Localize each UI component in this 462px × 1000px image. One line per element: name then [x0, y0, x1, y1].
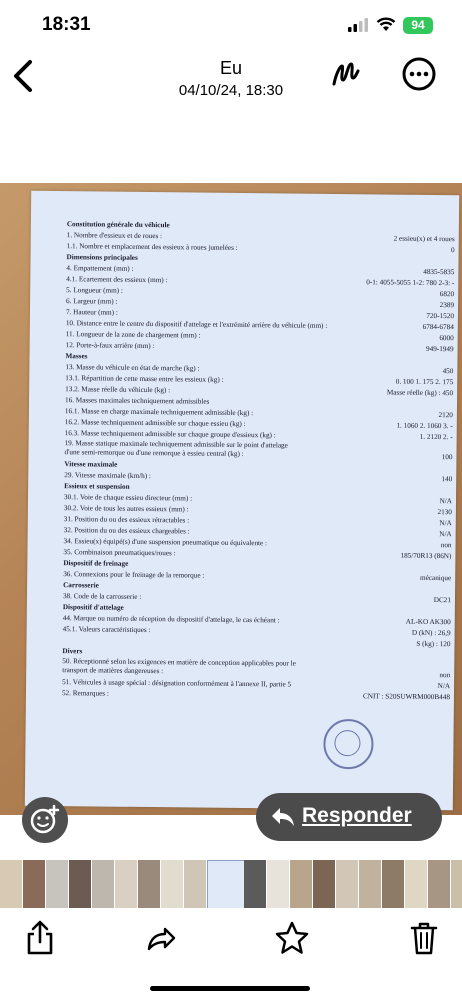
thumbnail[interactable]	[46, 860, 68, 908]
document-row-value: 949-1949	[425, 344, 454, 354]
thumbnail[interactable]	[313, 860, 335, 908]
thumbnail[interactable]	[267, 860, 289, 908]
document-row-value: 100	[441, 453, 453, 462]
document-row-label: 1. Nombre d'essieux et de roues :	[66, 231, 163, 241]
document-row-value: 185/70R13 (86N)	[400, 551, 452, 561]
document-row-label: 1.1. Nombre et emplacement des essieux à roues jumelées :	[66, 242, 238, 252]
document-row-label: 30.1. Voie de chaque essieu directeur (mm) :	[63, 493, 193, 503]
star-icon[interactable]	[274, 920, 310, 956]
document-row-label: 13.1. Répartition de cette masse entre les essieux (kg) :	[65, 374, 224, 384]
thumbnail[interactable]	[336, 860, 358, 908]
document-photo[interactable]	[0, 183, 462, 815]
document-row-value: 450	[442, 367, 454, 376]
thumbnail-strip[interactable]	[0, 860, 462, 908]
markup-pen-icon[interactable]	[330, 58, 362, 90]
document-row-value: 720-1520	[426, 311, 454, 321]
document-row-value: 0	[450, 246, 455, 255]
document-row-label: Dispositif de freinage	[63, 559, 129, 568]
document-row-value: 2130	[437, 508, 452, 517]
document-row-value: 1. 2120 2. -	[419, 432, 453, 442]
document-row-label: 5. Longueur (mm) :	[66, 286, 123, 295]
trash-icon[interactable]	[408, 920, 440, 956]
thumbnail[interactable]	[207, 860, 245, 908]
document-row-label: 35. Combinaison pneumatiques/roues :	[63, 548, 176, 558]
document-row-label: 13. Masse du véhicule en état de marche (kg) :	[65, 363, 200, 373]
reply-label: Responder	[302, 804, 412, 827]
document-row-label: Dimensions principales	[66, 253, 138, 262]
status-bar	[0, 0, 462, 52]
official-stamp	[323, 719, 374, 770]
emoji-reaction-icon	[22, 797, 68, 843]
thumbnail[interactable]	[0, 860, 22, 908]
document-row-value: 2120	[438, 411, 453, 420]
document-row-label: Dispositif d'attelage	[62, 603, 124, 612]
conversation-title: Eu	[219, 58, 243, 78]
document-row-value: 2 essieu(x) et 4 roues	[393, 234, 455, 244]
thumbnail[interactable]	[451, 860, 462, 908]
thumbnail[interactable]	[405, 860, 427, 908]
document-row-value: 4835-5835	[423, 267, 455, 277]
thumbnail[interactable]	[382, 860, 404, 908]
document-row-label: Essieux et suspension	[64, 482, 130, 491]
forward-icon[interactable]	[146, 920, 178, 956]
thumbnail[interactable]	[244, 860, 266, 908]
document-row-label: 11. Longueur de la zone de chargement (mm) :	[65, 330, 201, 340]
document-row-label: 6. Largeur (mm) :	[66, 297, 118, 306]
thumbnail[interactable]	[290, 860, 312, 908]
document-row-value: CNIT : S20SUWRM000B448	[362, 692, 450, 702]
document-row-label: 31. Position du ou des essieux rétractables :	[63, 515, 190, 525]
document-row-label: Masses	[65, 352, 88, 361]
document-row-value: S (kg) : 120	[416, 639, 451, 649]
document-content	[62, 219, 455, 703]
document-row-value: D (kN) : 26,9	[411, 628, 451, 638]
document-row-value: non	[440, 541, 452, 550]
document-row-label: 4.1. Ecartement des essieux (mm) :	[66, 275, 168, 285]
document-row-label: 36. Connexions pour le freinage de la remorque :	[63, 570, 205, 580]
home-indicator	[150, 986, 310, 991]
document-row-label: Divers	[62, 647, 83, 656]
reply-arrow-icon	[270, 805, 296, 829]
document-row-label: 7. Hauteur (mm) :	[65, 308, 118, 317]
document-row-value: 2389	[439, 301, 455, 310]
document-row-value: mécanique	[420, 573, 452, 583]
document-paper	[25, 191, 459, 810]
document-row-label: 38. Code de la carrosserie :	[62, 592, 142, 601]
thumbnail[interactable]	[23, 860, 45, 908]
document-row-value: DC21	[433, 596, 452, 605]
document-row-label: 51. Véhicules à usage spécial : désignation conformément à l'annexe II, partie 5	[62, 678, 292, 689]
thumbnail[interactable]	[161, 860, 183, 908]
thumbnail[interactable]	[359, 860, 381, 908]
document-row-label: 34. Essieu(x) équipé(s) d'une suspension pneumatique ou équivalente :	[63, 537, 268, 548]
navigation-header	[0, 52, 462, 102]
wifi-icon	[376, 17, 396, 32]
thumbnail[interactable]	[115, 860, 137, 908]
document-row-label: 16.1. Masse en charge maximale techniquement admissible (kg) :	[64, 407, 254, 418]
thumbnail[interactable]	[138, 860, 160, 908]
reply-button[interactable]	[256, 793, 442, 841]
ellipsis-circle-icon[interactable]	[402, 57, 436, 91]
message-timestamp: 04/10/24, 18:30	[178, 82, 284, 99]
document-row-label: 32. Position du ou des essieux chargeables :	[63, 526, 190, 536]
document-row-label: 19. Masse statique maximale techniquement admissible sur le point d'attelage d'une semi-remorque ou d'une remorque à essieu central (kg) :	[64, 439, 288, 459]
thumbnail[interactable]	[428, 860, 450, 908]
document-row-value: 6820	[439, 290, 455, 299]
thumbnail[interactable]	[69, 860, 91, 908]
document-row-label: Constitution générale du véhicule	[66, 220, 170, 230]
document-row-value: 140	[441, 475, 453, 484]
status-time: 18:31	[42, 14, 91, 35]
document-row-value: 1. 1060 2. 1060 3. -	[396, 421, 453, 431]
thumbnail[interactable]	[184, 860, 206, 908]
share-icon[interactable]	[24, 920, 56, 956]
document-row-label: 13.2. Masse réelle du véhicule (kg) :	[65, 385, 171, 395]
document-row-label: Vitesse maximale	[64, 460, 118, 469]
document-row-label: 52. Remarques :	[61, 689, 109, 698]
document-row-label: 12. Porte-à-faux arrière (mm) :	[65, 341, 155, 351]
document-row-label: 45.1. Valeurs caractéristiques :	[62, 625, 151, 635]
thumbnail[interactable]	[92, 860, 114, 908]
document-row-label: 16.3. Masse techniquement admissible sur chaque groupe d'essieux (kg) :	[64, 429, 276, 440]
emoji-reaction-button[interactable]	[22, 797, 68, 843]
document-row-label: 44. Marque ou numéro de réception du dispositif d'attelage, le cas échéant :	[62, 614, 280, 625]
document-row-label: 4. Empattement (mm) :	[66, 264, 134, 273]
battery-indicator: 94	[403, 17, 433, 34]
document-row-value: 0. 100 1. 175 2. 175	[395, 377, 454, 387]
bottom-toolbar	[0, 914, 462, 1000]
document-row-label: 10. Distance entre le centre du dispositif d'attelage et l'extrémité arrière du véhicule (mm) :	[65, 319, 328, 330]
document-row-label: 16.2. Masse techniquement admissible sur chaque essieu (kg) :	[64, 418, 246, 429]
document-row-label: 29. Vitesse maximale (km/h) :	[64, 471, 151, 481]
document-row-value: Masse réelle (kg) : 450	[386, 388, 454, 398]
document-row-value: 6000	[439, 334, 454, 343]
document-row-value: AL-KO AK300	[405, 617, 451, 627]
document-row-label: 16. Masses maximales techniquement admissibles	[64, 396, 210, 406]
document-row-value: non	[439, 671, 451, 680]
document-row-value: N/A	[439, 497, 453, 506]
cellular-signal-icon	[348, 18, 368, 32]
document-row-label: 30.2. Voie de tous les autres essieux (mm) :	[63, 504, 189, 514]
document-row-value: 6784-6784	[422, 322, 454, 332]
document-row-label: Carrosserie	[63, 581, 99, 590]
document-row-value: N/A	[437, 682, 451, 691]
document-row-value: N/A	[439, 530, 452, 539]
document-row-value: N/A	[439, 519, 452, 528]
document-row-value: 0-1: 4055-5055 1-2: 780 2-3: -	[366, 278, 455, 288]
document-row-label: 50. Réceptionné selon les exigences en matière de conception applicables pour le transport de matières dangereuses :	[62, 657, 296, 676]
